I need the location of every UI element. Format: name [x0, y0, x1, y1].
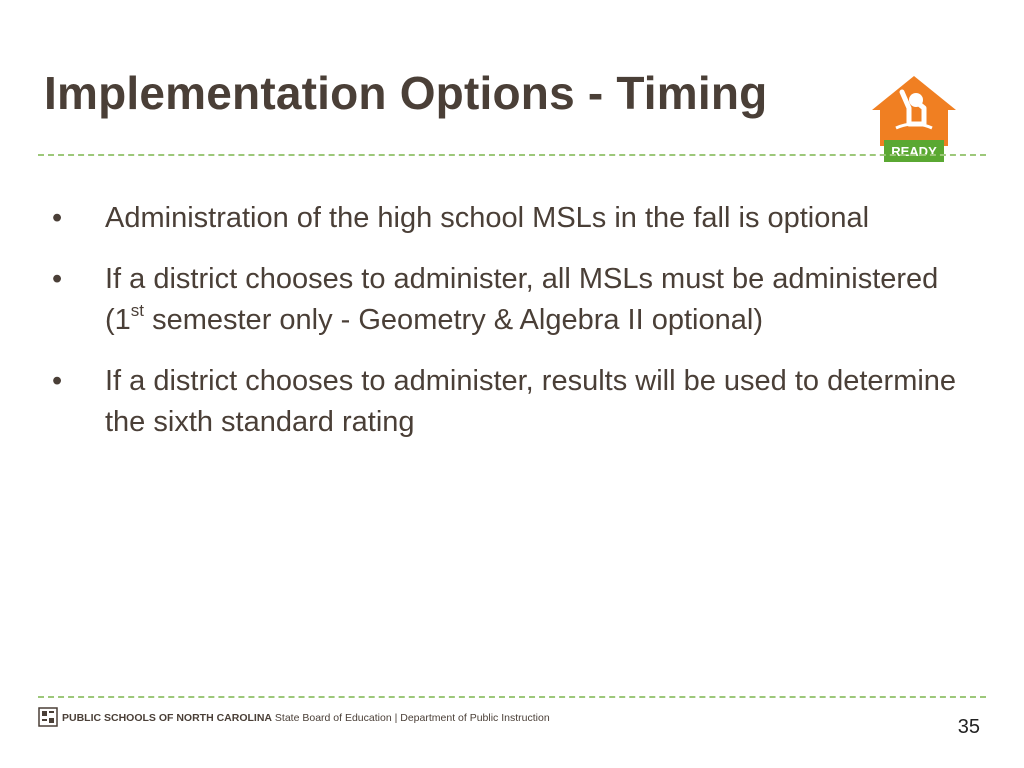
nc-seal-icon: [38, 707, 58, 727]
slide-title: Implementation Options - Timing: [44, 67, 768, 119]
footer-dept: Department of Public Instruction: [400, 712, 550, 724]
bullet-text: [105, 263, 938, 336]
footer-text: [62, 712, 550, 724]
top-dashed-divider: [38, 154, 986, 156]
footer-board: State Board of Education: [274, 712, 392, 724]
bullet-item: [52, 361, 972, 443]
bullet-text-part: If a district chooses to administer, all MSLs must be administered (1: [105, 263, 939, 336]
bullet-item: [52, 259, 972, 341]
bullet-text-part: semester only - Geometry & Algebra II optional): [144, 304, 763, 336]
bullet-item: [52, 198, 972, 239]
page-number: 35: [957, 716, 980, 738]
ordinal-superscript: st: [130, 301, 145, 321]
bullet-marker: •: [52, 263, 63, 295]
bullet-marker: •: [52, 365, 63, 397]
ready-badge-text: READY: [891, 144, 937, 159]
bullet-text: Administration of the high school MSLs in the fall is optional: [105, 202, 870, 234]
ready-house-icon: [872, 74, 956, 164]
bottom-dashed-divider: [38, 696, 986, 698]
bullet-list: [52, 198, 972, 463]
bullet-text: If a district chooses to administer, results will be used to determine the sixth standard rating: [105, 365, 957, 438]
bullet-marker: •: [52, 202, 63, 234]
footer-separator: |: [394, 712, 398, 724]
footer-org: PUBLIC SCHOOLS OF NORTH CAROLINA: [62, 712, 272, 724]
